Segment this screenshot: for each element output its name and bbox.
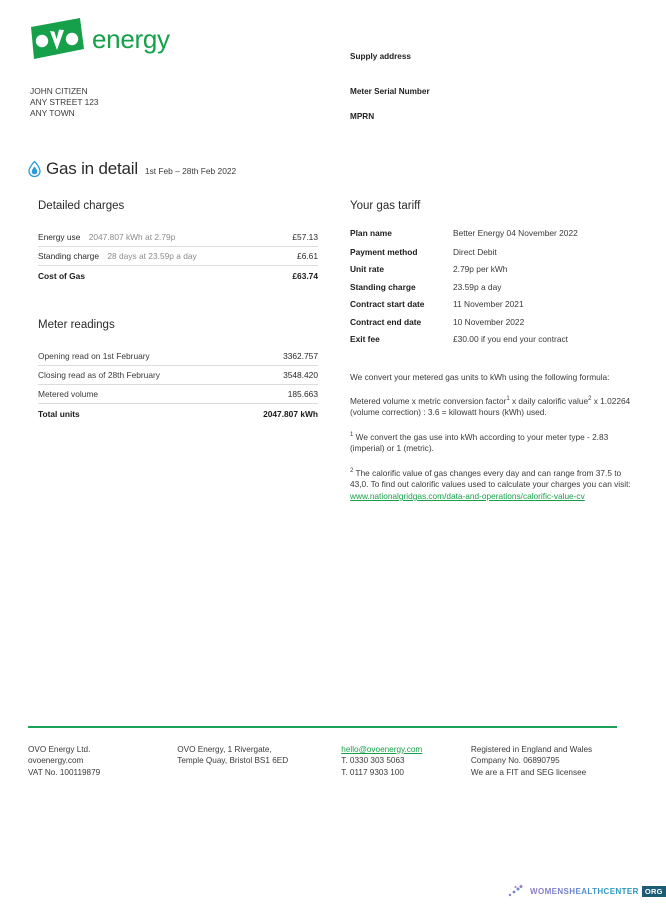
conversion-formula: [350, 394, 635, 419]
tariff-value: 23.59p a day: [453, 281, 502, 292]
charge-amount: £57.13: [279, 228, 318, 247]
tariff-label: Payment method: [350, 246, 418, 257]
tariff-label: Standing charge: [350, 281, 416, 292]
detailed-charges-table: [38, 228, 318, 285]
meter-reading-label: Closing read as of 28th February: [38, 366, 231, 385]
footer-address-line-2: Temple Quay, Bristol BS1 6ED: [177, 756, 289, 766]
watermark: [508, 884, 666, 898]
page-title: Gas in detail: [46, 159, 138, 178]
meter-reading-value: 3362.757: [231, 347, 318, 366]
meter-readings-heading: Meter readings: [38, 319, 115, 331]
customer-address: [30, 86, 99, 120]
tariff-value: Better Energy 04 November 2022: [453, 228, 578, 238]
mprn-row: [350, 112, 374, 121]
calorific-value-link[interactable]: www.nationalgridgas.com/data-and-operations/calorific-value-cv: [350, 490, 585, 501]
table-row-total: [38, 266, 318, 286]
total-units-value: 2047.807 kWh: [263, 409, 318, 419]
ovo-energy-logo: [28, 18, 170, 60]
footnote-1-marker: 1: [350, 432, 354, 439]
footnote-1-text: We convert the gas use into kWh according to your meter type - 2.83 (imperial) or 1 (metric).: [350, 431, 609, 454]
charge-detail: 2047.807 kWh at 2.79p: [88, 232, 176, 242]
conversion-intro: We convert your metered gas units to kWh using the following formula:: [350, 371, 610, 382]
table-row: [38, 247, 318, 266]
total-units-label: Total units: [38, 409, 80, 419]
cost-of-gas-label: Cost of Gas: [38, 271, 85, 281]
tariff-value: £30.00 if you end your contract: [453, 334, 568, 344]
watermark-text: WOMENSHEALTHCENTER: [530, 886, 639, 896]
footer-company-number: Company No. 06890795: [470, 756, 560, 766]
supply-address-label: Supply address: [350, 52, 411, 61]
charge-description-cell: [38, 247, 279, 266]
footer-email-wrap: [341, 744, 471, 755]
formula-part-2: x daily calorific value: [509, 395, 589, 406]
table-row: [38, 366, 318, 385]
charge-description-cell: [38, 228, 279, 247]
mprn-label: MPRN: [350, 112, 375, 121]
table-row: [38, 228, 318, 247]
ovo-logo-mark-icon: [28, 18, 86, 60]
charge-label: Standing charge: [38, 251, 99, 261]
tariff-row-payment-method: [350, 247, 635, 259]
right-column: [350, 200, 635, 514]
section-title-block: [28, 158, 236, 179]
left-column: [38, 200, 318, 423]
footer-registered-text: Registered in England and Wales: [470, 745, 593, 754]
tariff-heading: Your gas tariff: [350, 200, 421, 212]
footer-contact-column: [341, 744, 471, 778]
watermark-badge: ORG: [642, 886, 666, 897]
supply-address-row: [350, 52, 411, 61]
tariff-row-exit-fee: [350, 334, 635, 346]
table-row: [38, 347, 318, 366]
charge-amount: £6.61: [279, 247, 318, 266]
conversion-explanation: [350, 372, 635, 503]
table-row-total: [38, 404, 318, 424]
tariff-value: 10 November 2022: [453, 316, 525, 327]
gas-flame-icon: [28, 161, 41, 177]
formula-part-1: Metered volume x metric conversion factor: [350, 395, 507, 406]
tariff-value: Direct Debit: [453, 246, 497, 257]
tariff-label: Plan name: [350, 228, 392, 238]
tariff-list: [350, 228, 635, 346]
tariff-row-contract-start: [350, 299, 635, 311]
footer-website: ovoenergy.com: [28, 756, 84, 766]
tariff-row-unit-rate: [350, 264, 635, 276]
footer-vat-number: VAT No. 100119879: [28, 767, 101, 777]
tariff-row-contract-end: [350, 317, 635, 329]
tariff-label: Contract start date: [350, 299, 425, 309]
tariff-value: 2.79p per kWh: [453, 264, 508, 274]
address-line-1: JOHN CITIZEN: [30, 86, 88, 96]
meter-reading-label: Metered volume: [38, 385, 231, 404]
logo-wordmark: energy: [92, 23, 170, 54]
tariff-row-standing-charge: [350, 282, 635, 294]
meter-reading-label: Opening read on 1st February: [38, 347, 231, 366]
meter-serial-label: Meter Serial Number: [350, 87, 430, 96]
watermark-dots-icon: [508, 884, 528, 898]
address-line-2: ANY STREET 123: [30, 97, 99, 108]
footer-divider: [28, 726, 617, 728]
footer-address-line-1: OVO Energy, 1 Rivergate,: [177, 745, 272, 754]
detailed-charges-heading: Detailed charges: [38, 200, 125, 212]
footnote-1: [350, 430, 635, 455]
footnote-2: [350, 466, 635, 503]
footer-licensee-text: We are a FIT and SEG licensee: [470, 767, 587, 777]
address-line-3: ANY TOWN: [30, 108, 75, 119]
tariff-label: Unit rate: [350, 264, 384, 274]
tariff-value: 11 November 2021: [453, 299, 524, 309]
page-footer: [28, 744, 628, 778]
footer-company-column: [28, 744, 177, 778]
charge-label: Energy use: [38, 232, 81, 242]
tariff-label: Exit fee: [350, 334, 380, 344]
footnote-2-marker: 2: [350, 468, 354, 474]
tariff-row-plan-name: [350, 228, 635, 240]
meter-readings-table: [38, 347, 318, 423]
footer-company-name: OVO Energy Ltd.: [28, 745, 91, 754]
meter-reading-value: 3548.420: [231, 366, 318, 385]
footer-registration-column: [471, 744, 628, 778]
footer-phone-2: T. 0117 9303 100: [341, 767, 404, 777]
billing-period: 1st Feb – 28th Feb 2022: [144, 166, 237, 176]
meter-serial-row: [350, 87, 430, 96]
footer-email-link[interactable]: hello@ovoenergy.com: [341, 745, 423, 754]
tariff-label: Contract end date: [350, 316, 422, 327]
table-row: [38, 385, 318, 404]
meter-reading-value: 185.663: [231, 385, 318, 404]
charge-detail: 28 days at 23.59p a day: [107, 251, 197, 261]
footer-phone-1: T. 0330 303 5063: [341, 756, 405, 766]
footnote-2-text: The calorific value of gas changes every day and can range from 37.5 to 43,0. To find out calorific values used to calculate your charges you can visit:: [350, 467, 631, 490]
formula-part-3: x 1.02264 (volume correction) : 3.6 = kilowatt hours (kWh) used.: [350, 395, 631, 418]
formula-footnote-marker-1: 1: [506, 396, 510, 403]
footer-address-column: [177, 744, 341, 778]
formula-footnote-marker-2: 2: [588, 396, 592, 403]
cost-of-gas-amount: £63.74: [292, 271, 318, 281]
